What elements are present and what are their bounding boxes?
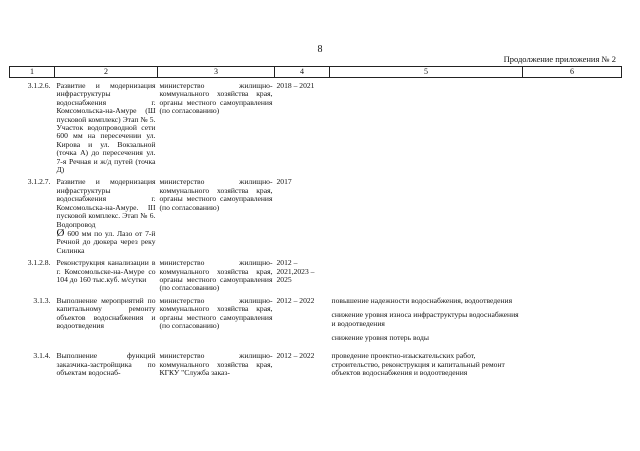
executor: министерство жилищно-коммунального хозяйства края, КГКУ "Служба заказ-	[159, 351, 273, 378]
column-number: 5	[330, 67, 523, 78]
appendix-table	[9, 66, 622, 378]
notes	[523, 348, 622, 377]
executor: министерство жилищно-коммунального хозяйства края, органы местного самоуправления (по согласованию)	[159, 81, 273, 116]
table-row	[10, 255, 622, 293]
executor: министерство жилищно-коммунального хозяйства края, органы местного самоуправления (по согласованию)	[159, 177, 273, 212]
notes	[523, 78, 622, 175]
result-item: повышение надежности водоснабжения, водоотведения	[331, 295, 513, 305]
item-number: 3.1.2.7.	[27, 177, 51, 187]
column-number: 4	[275, 67, 330, 78]
measure-name	[55, 174, 158, 255]
measure-name: Развитие и модернизация инфраструктуры водоснабжения г. Комсомольска-на-Амуре (Ш пусковой комплекс) Этап № 5. Участок водопроводной сети 600 мм на пересечении ул. Кирова и ул. Вокзальной (точка А) до пересечения ул. 7-я Речная и ж/д путей (точка Д)	[56, 81, 156, 175]
years: 2018 – 2021	[276, 81, 315, 90]
column-number: 1	[10, 67, 55, 78]
results	[330, 348, 523, 377]
item-number: 3.1.2.6.	[27, 81, 51, 90]
results	[330, 78, 523, 175]
years: 2012 – 2021,2023 – 2025	[276, 258, 315, 284]
result-item: проведение проектно-изыскательских работ, строительство, реконструкция и капитальный ремонт объектов водоснабжения и водоотведения	[331, 351, 505, 378]
column-number: 3	[158, 67, 275, 78]
years: 2012 – 2022	[276, 295, 315, 305]
column-number: 6	[523, 67, 622, 78]
notes	[523, 174, 622, 255]
executor: министерство жилищно-коммунального хозяйства края, органы местного самоуправления (по согласованию)	[159, 258, 273, 293]
measure-name-part: 600 мм по ул. Лазо от 7-й Речной до дюкера через реку Силинка	[56, 228, 156, 255]
table-row	[10, 348, 622, 377]
measure-name: Реконструкция канализации в г. Комсомольске-на-Амуре со 104 до 160 тыс.куб. м/сутки	[56, 258, 156, 284]
measure-name-part: Развитие и модернизация инфраструктуры водоснабжения г. Комсомольска-на-Амуре. III пусковой комплекс. Этап № 6. Водопровод	[56, 177, 156, 229]
continuation-label: Продолжение приложения № 2	[503, 54, 616, 64]
years: 2017	[276, 177, 292, 187]
table-row	[10, 293, 622, 349]
result-item: снижение уровня потерь воды	[331, 332, 430, 342]
measure-name: Выполнение функций заказчика-застройщика по объектам водоснаб-	[56, 351, 156, 378]
years: 2012 – 2022	[276, 351, 315, 361]
item-number: 3.1.3.	[33, 295, 51, 305]
notes	[523, 255, 622, 293]
column-number: 2	[55, 67, 158, 78]
page-number: 8	[317, 44, 323, 55]
item-number: 3.1.2.8.	[27, 258, 51, 268]
results	[330, 174, 523, 255]
table-row	[10, 78, 622, 175]
diameter-icon: Ø	[56, 226, 65, 239]
notes	[523, 293, 622, 349]
table-row	[10, 174, 622, 255]
item-number: 3.1.4.	[33, 351, 51, 361]
result-item: снижение уровня износа инфраструктуры водоснабжения и водоотведения	[331, 310, 519, 328]
measure-name: Выполнение мероприятий по капитальному ремонту объектов водоснабжения и водоотведения	[56, 295, 156, 330]
column-number-row	[10, 67, 622, 78]
results	[330, 293, 523, 349]
executor: министерство жилищно-коммунального хозяйства края, органы местного самоуправления (по согласованию)	[159, 295, 273, 330]
results	[330, 255, 523, 293]
